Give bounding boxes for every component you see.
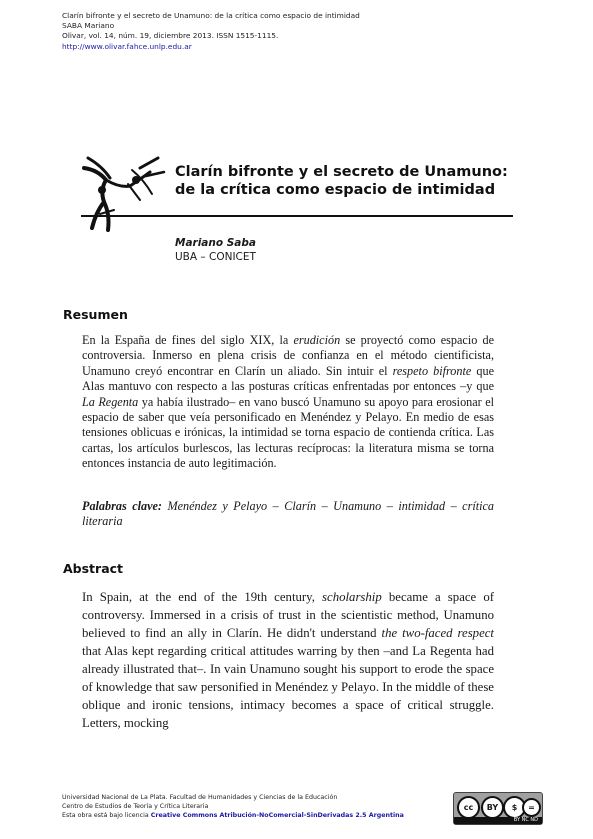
resumen-text-part: que Alas mantuvo con respecto a las posturas críticas enfrentadas por entonces –y que: [82, 363, 494, 394]
footer-center: Centro de Estudios de Teoría y Crítica Literaria: [62, 803, 209, 810]
keywords-label: Palabras clave:: [82, 499, 162, 513]
header-article-title: Clarín bifronte y el secreto de Unamuno: de la crítica como espacio de intimidad: [62, 11, 360, 20]
journal-logo-icon: [80, 150, 168, 238]
abstract-text-part: that Alas kept regarding critical attitudes warring by then –and La Regenta had already illustrated that–. In vain Unamuno sought his support to erode the space of knowledge that saw personified in Menéndez y Pelayo. In the middle of these oblique and ironic tensions, intimacy becomes a space of critical struggle. Letters, mocking: [82, 644, 494, 730]
footer-license-line: [62, 811, 404, 820]
footer-license-prefix: Esta obra está bajo licencia: [62, 812, 151, 819]
abstract-emphasis: scholarship: [322, 590, 382, 604]
abstract-text-part: became a space of controversy. Immersed in a crisis of trust in the scientistic method, Unamuno believed to find an ally in Clarín. He didn't understand: [82, 590, 494, 640]
abstract-emphasis: the two-faced respect: [381, 626, 494, 640]
resumen-paragraph: [82, 333, 494, 472]
resumen-text-part: se proyectó como espacio de controversia. Inmerso en plena crisis de confianza en el método cientificista, Unamuno creyó encontrar en Clarín un aliado. Sin intuir el: [82, 333, 494, 378]
noncommercial-icon: $: [503, 796, 526, 819]
resumen-emphasis: La Regenta: [82, 394, 139, 409]
header-citation: Olivar, vol. 14, núm. 19, diciembre 2013. ISSN 1515-1115.: [62, 31, 279, 41]
journal-url-link[interactable]: http://www.olivar.fahce.unlp.edu.ar: [62, 41, 192, 51]
keywords-list: Menéndez y Pelayo – Clarín – Unamuno – intimidad – crítica literaria: [82, 499, 494, 529]
license-link[interactable]: Creative Commons Atribución-NoComercial-SinDerivadas 2.5 Argentina: [150, 812, 404, 819]
header-author: SABA Mariano: [62, 21, 115, 31]
abstract-paragraph: [82, 588, 494, 732]
license-strip: BY NC ND: [454, 817, 542, 824]
title-divider: [81, 215, 513, 217]
resumen-text-part: ya había ilustrado– en vano buscó Unamuno su apoyo para erosionar el espacio de saber que veía personificado en Menéndez y Pelayo. En medio de esas tensiones oblicuas e irónicas, la intimidad se torna espacio de contienda crítica. Las cartas, los artículos burlescos, las lecturas recíprocas: la literatura misma se torna entonces instancia de auto legitimación.: [82, 394, 494, 471]
resumen-emphasis: erudición: [293, 333, 341, 347]
cc-icon: cc: [457, 796, 480, 819]
cc-license-badge[interactable]: [453, 792, 543, 825]
abstract-heading: Abstract: [63, 561, 124, 576]
article-title: Clarín bifronte y el secreto de Unamuno: de la crítica como espacio de intimidad: [175, 164, 508, 198]
noderivatives-icon: =: [522, 798, 541, 817]
resumen-text-part: En la España de fines del siglo XIX, la: [82, 333, 294, 347]
attribution-icon: BY: [481, 796, 504, 819]
running-header: [62, 11, 360, 52]
abstract-text-part: In Spain, at the end of the 19th century,: [82, 590, 323, 604]
resumen-emphasis: respeto bifronte: [392, 363, 472, 378]
footer-university: Universidad Nacional de La Plata. Facultad de Humanidades y Ciencias de la Educación: [62, 794, 338, 801]
keywords: [82, 499, 494, 530]
resumen-heading: Resumen: [63, 307, 128, 322]
author-affiliation: UBA – CONICET: [175, 251, 256, 263]
author-name: Mariano Saba: [175, 237, 256, 249]
author-block: [175, 236, 256, 264]
page-footer: [62, 793, 404, 820]
